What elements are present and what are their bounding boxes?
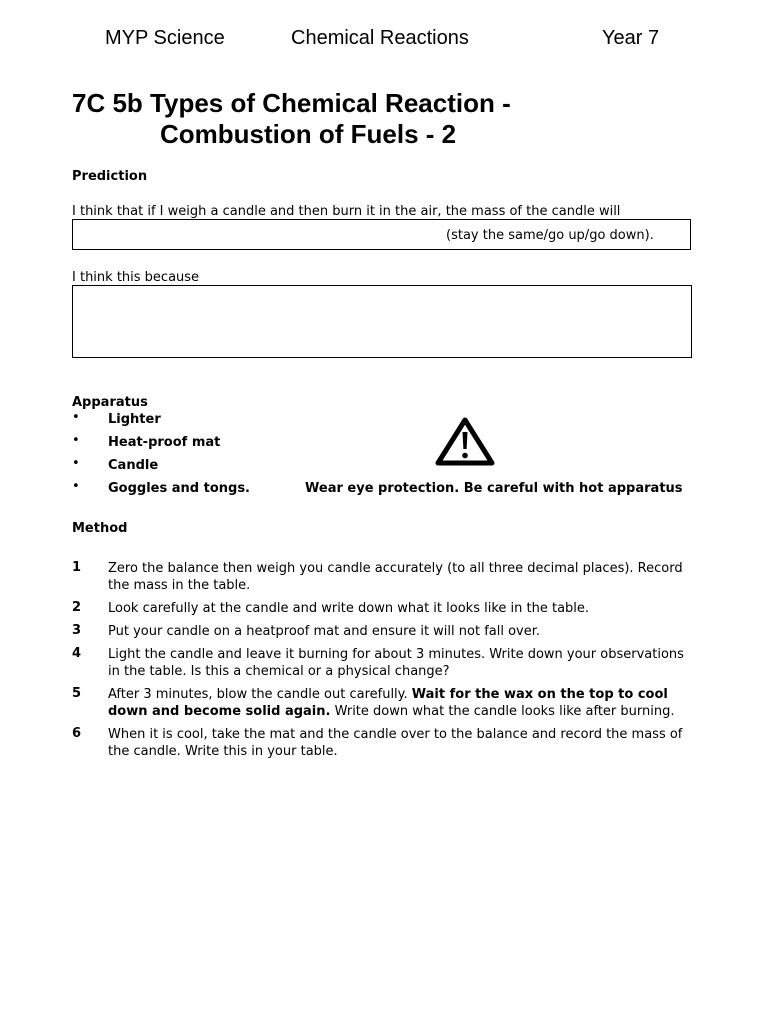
warning-triangle-icon xyxy=(435,416,495,466)
step-text: After 3 minutes, blow the candle out carefully. xyxy=(108,687,412,702)
header-topic: Chemical Reactions xyxy=(291,27,469,49)
step-number: 2 xyxy=(72,600,82,615)
because-answer-box[interactable] xyxy=(72,285,692,358)
step-text-bold: Wait for the wax on the top to cool down and become solid again. xyxy=(108,687,668,719)
bullet: • xyxy=(72,456,80,471)
prediction-heading: Prediction xyxy=(72,169,148,184)
step-number: 5 xyxy=(72,686,82,701)
method-step: Light the candle and leave it burning for about 3 minutes. Write down your observations in the table. Is this a chemical or a physical change? xyxy=(108,647,684,679)
page-title-line1: 7C 5b Types of Chemical Reaction - xyxy=(72,88,511,118)
step-number: 3 xyxy=(72,623,82,638)
apparatus-item: Goggles and tongs. xyxy=(108,481,250,496)
bullet: • xyxy=(72,410,80,425)
prediction-sentence: I think that if I weigh a candle and then burn it in the air, the mass of the candle will xyxy=(72,204,621,219)
page-title-line2: Combustion of Fuels - 2 xyxy=(160,119,457,149)
apparatus-item: Lighter xyxy=(108,412,161,427)
step-number: 4 xyxy=(72,646,82,661)
method-step xyxy=(108,686,698,720)
step-text: Write down what the candle looks like after burning. xyxy=(330,704,675,719)
prediction-options: (stay the same/go up/go down). xyxy=(446,228,654,243)
bullet: • xyxy=(72,433,80,448)
method-heading: Method xyxy=(72,521,128,536)
method-step: When it is cool, take the mat and the candle over to the balance and record the mass of the candle. Write this in your table. xyxy=(108,727,683,759)
safety-warning: Wear eye protection. Be careful with hot apparatus xyxy=(305,481,683,496)
prediction-answer-box[interactable] xyxy=(72,219,691,250)
method-step: Put your candle on a heatproof mat and ensure it will not fall over. xyxy=(108,624,541,639)
because-label: I think this because xyxy=(72,270,200,285)
header-year: Year 7 xyxy=(602,27,660,49)
bullet: • xyxy=(72,479,80,494)
step-number: 6 xyxy=(72,726,82,741)
apparatus-item: Heat-proof mat xyxy=(108,435,221,450)
apparatus-heading: Apparatus xyxy=(72,395,148,410)
step-number: 1 xyxy=(72,560,82,575)
method-step: Look carefully at the candle and write down what it looks like in the table. xyxy=(108,601,590,616)
header-subject: MYP Science xyxy=(105,27,225,49)
apparatus-item: Candle xyxy=(108,458,159,473)
method-step: Zero the balance then weigh you candle accurately (to all three decimal places). Record the mass in the table. xyxy=(108,561,683,593)
